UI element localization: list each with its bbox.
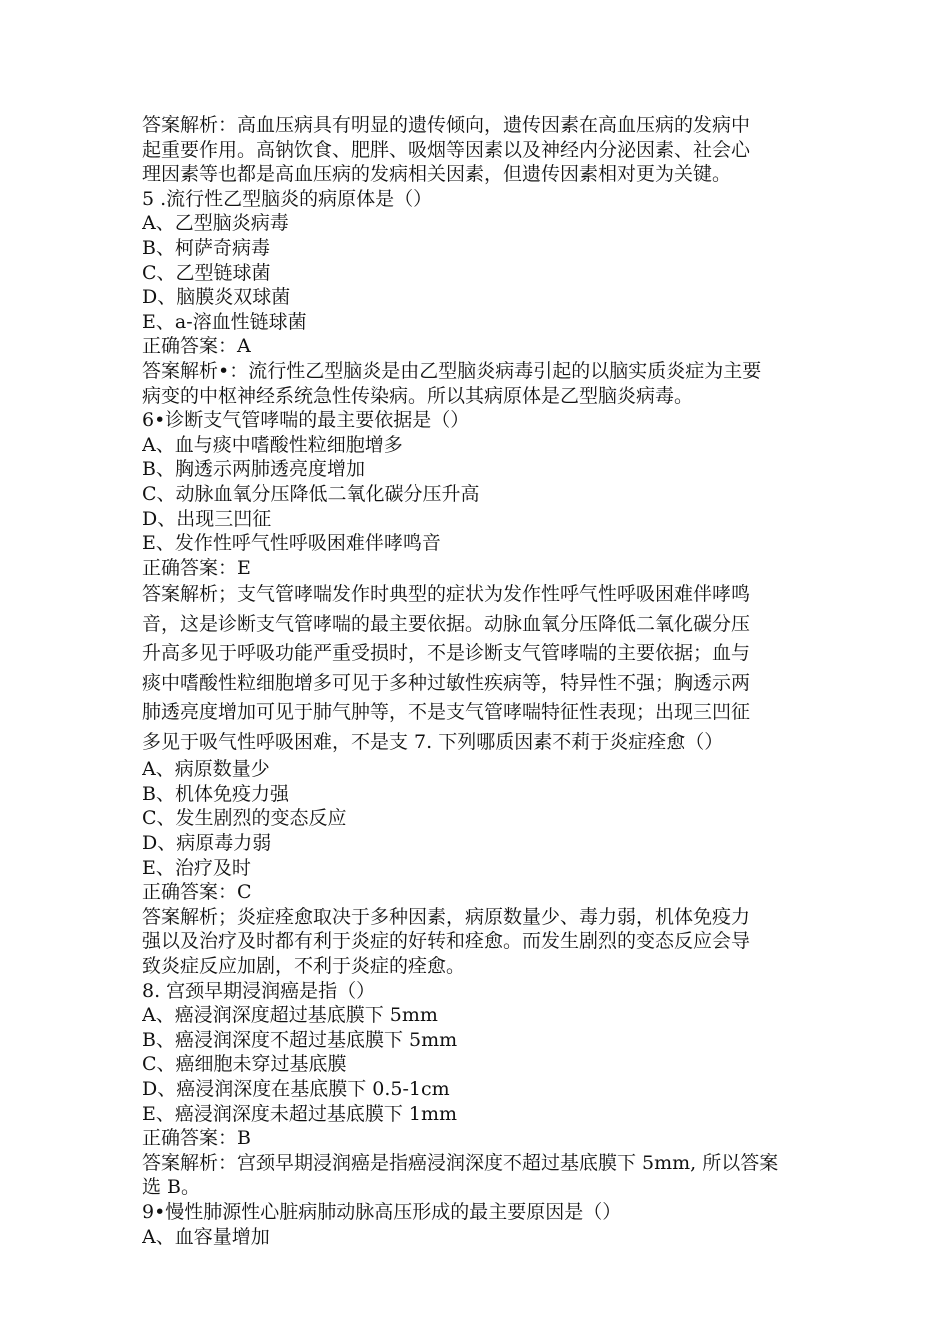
text-line: B、胸透示两肺透亮度增加 — [142, 458, 365, 481]
text-line: 选 B。 — [142, 1176, 201, 1199]
text-line: 起重要作用。高钠饮食、肥胖、吸烟等因素以及神经内分泌因素、社会心 — [142, 138, 751, 161]
text-line: C、动脉血氧分压降低二氧化碳分压升高 — [142, 482, 480, 505]
text-line: 6•诊断支气管哮喘的最主要依据是（） — [142, 409, 470, 432]
text-line: D、癌浸润深度在基底膜下 0.5-1cm — [142, 1078, 450, 1100]
text-line: 痰中嗜酸性粒细胞增多可见于多种过敏性疾病等，特异性不强；胸透示两 — [142, 671, 751, 694]
text-line: 强以及治疗及时都有利于炎症的好转和痊愈。而发生剧烈的变态反应会导 — [142, 930, 751, 953]
text-line: C、癌细胞未穿过基底膜 — [142, 1053, 347, 1076]
text-line: A、乙型脑炎病毒 — [142, 212, 289, 235]
text-line: D、脑膜炎双球菌 — [142, 286, 291, 309]
text-line: B、机体免疫力强 — [142, 782, 289, 805]
text-line: C、发生剧烈的变态反应 — [142, 807, 347, 830]
text-line: 答案解析：宫颈早期浸润癌是指癌浸润深度不超过基底膜下 5mm, 所以答案 — [142, 1151, 779, 1174]
text-line: 理因素等也都是高血压病的发病相关因素，但遗传因素相对更为关键。 — [142, 163, 732, 186]
text-line: 答案解析•：流行性乙型脑炎是由乙型脑炎病毒引起的以脑实质炎症为主要 — [142, 359, 762, 382]
text-line: 音，这是诊断支气管哮喘的最主要依据。动脉血氧分压降低二氧化碳分压 — [142, 612, 751, 635]
text-line: 正确答案：B — [142, 1127, 251, 1150]
text-line: D、病原毒力弱 — [142, 832, 272, 855]
text-line: 升高多见于呼吸功能严重受损时，不是诊断支气管哮喘的主要依据；血与 — [142, 642, 751, 665]
document-body — [142, 113, 822, 1249]
text-line: 病变的中枢神经系统急性传染病。所以其病原体是乙型脑炎病毒。 — [142, 384, 694, 407]
text-line: 答案解析：高血压病具有明显的遗传倾向，遗传因素在高血压病的发病中 — [142, 114, 751, 136]
text-line: A、病原数量少 — [142, 758, 270, 781]
text-line: 答案解析；支气管哮喘发作时典型的症状为发作性呼气性呼吸困难伴哮鸣 — [142, 583, 751, 606]
text-line: B、癌浸润深度不超过基底膜下 5mm — [142, 1028, 458, 1051]
text-line: B、柯萨奇病毒 — [142, 236, 270, 259]
text-line: A、血与痰中嗜酸性粒细胞增多 — [142, 433, 403, 456]
text-line: E、癌浸润深度未超过基底膜下 1mm — [142, 1102, 458, 1125]
text-line: 9•慢性肺源性心脏病肺动脉高压形成的最主要原因是（） — [142, 1200, 622, 1223]
text-line: A、血容量增加 — [142, 1225, 270, 1248]
text-line: 8. 宫颈早期浸润癌是指（） — [142, 979, 376, 1002]
text-line: 5 .流行性乙型脑炎的病原体是（） — [142, 187, 433, 210]
text-line: E、治疗及时 — [142, 856, 251, 879]
text-line: A、癌浸润深度超过基底膜下 5mm — [142, 1004, 438, 1027]
text-line: 正确答案：C — [142, 881, 252, 904]
text-line: E、发作性呼气性呼吸困难伴哮鸣音 — [142, 532, 441, 555]
text-line: E、a-溶血性链球菌 — [142, 310, 307, 333]
text-line: 正确答案：A — [142, 335, 251, 358]
text-line: D、出现三凹征 — [142, 507, 272, 530]
text-line: C、乙型链球菌 — [142, 261, 271, 284]
text-line: 致炎症反应加剧，不利于炎症的痊愈。 — [142, 955, 466, 978]
text-line: 正确答案：E — [142, 556, 251, 579]
text-line: 多见于吸气性呼吸困难，不是支 7. 下列哪质因素不莉于炎症痊愈（） — [142, 730, 724, 753]
text-line: 答案解析；炎症痊愈取决于多种因素，病原数量少、毒力弱，机体免疫力 — [142, 905, 751, 928]
text-line: 肺透亮度增加可见于肺气肿等，不是支气管哮喘特征性表现；出现三凹征 — [142, 701, 751, 724]
